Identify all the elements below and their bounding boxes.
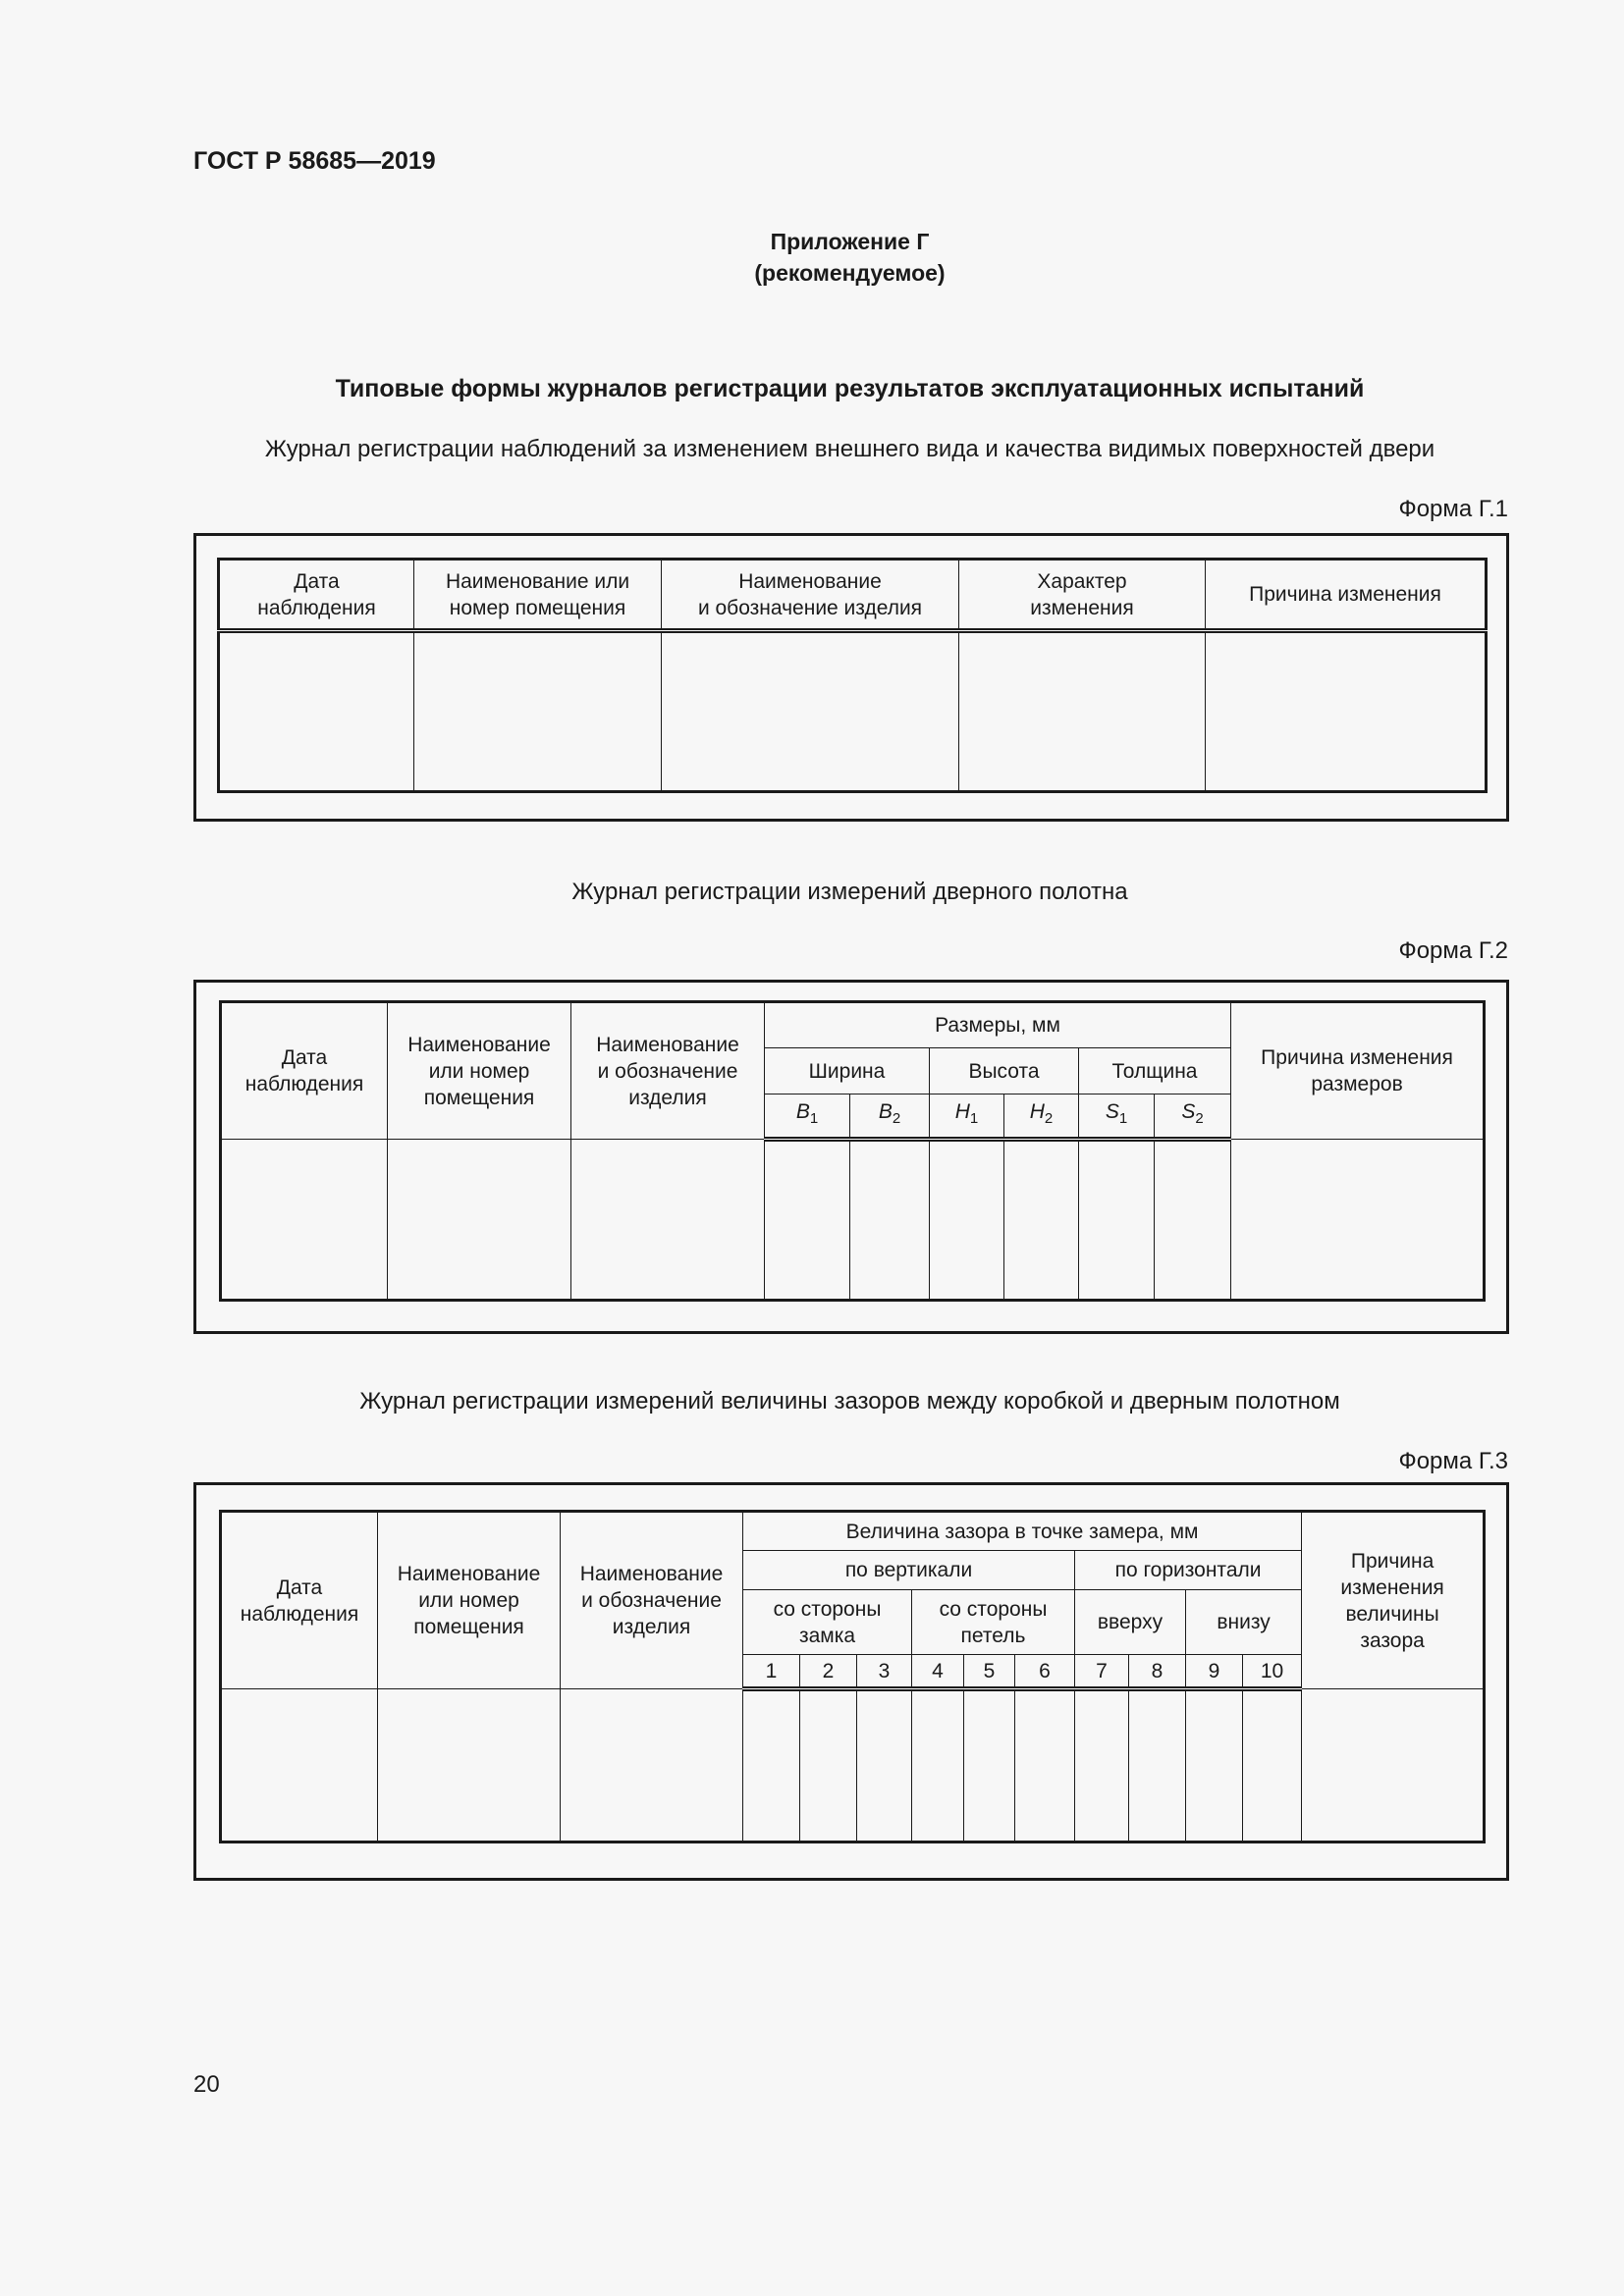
form3-label: Форма Г.3	[1398, 1448, 1508, 1474]
form2-caption: Журнал регистрации измерений дверного полотна	[571, 879, 1128, 905]
form3-point-number: 4	[912, 1655, 964, 1689]
form2-cell[interactable]	[221, 1140, 388, 1301]
form2-col-product: Наименование и обозначение изделия	[571, 1002, 765, 1140]
form3-point-number: 5	[964, 1655, 1015, 1689]
form1-cell[interactable]	[219, 631, 414, 792]
form1-col-product: Наименование и обозначение изделия	[662, 560, 959, 631]
form1-cell[interactable]	[959, 631, 1206, 792]
form2-cell[interactable]	[1155, 1140, 1231, 1301]
form3-col-top: вверху	[1075, 1590, 1186, 1655]
form1-cell[interactable]	[1206, 631, 1487, 792]
form3-cell[interactable]	[1015, 1689, 1075, 1842]
form3-table	[219, 1510, 1486, 1843]
form3-cell[interactable]	[912, 1689, 964, 1842]
form2-col-height: Высота	[930, 1048, 1079, 1095]
form3-point-number: 8	[1129, 1655, 1186, 1689]
appendix-type: (рекомендуемое)	[754, 260, 946, 286]
form3-col-lock-side: со стороны замка	[743, 1590, 912, 1655]
form1-label: Форма Г.1	[1398, 496, 1508, 522]
form3-cell[interactable]	[561, 1689, 743, 1842]
form3-cell[interactable]	[221, 1689, 378, 1842]
form2-col-reason: Причина изменения размеров	[1231, 1002, 1485, 1140]
form2-symbol-h1: $H_1$	[930, 1095, 1004, 1140]
form3-col-reason: Причина изменения величины зазора	[1302, 1512, 1485, 1689]
form3-cell[interactable]	[1243, 1689, 1302, 1842]
form3-entry-row	[221, 1689, 1485, 1842]
form1-entry-row	[219, 631, 1487, 792]
form3-col-gap: Величина зазора в точке замера, мм	[743, 1512, 1302, 1551]
form2-symbol-b1: $B_1$	[765, 1095, 850, 1140]
form2-cell[interactable]	[388, 1140, 571, 1301]
form3-cell[interactable]	[1186, 1689, 1243, 1842]
form3-col-vertical: по вертикали	[743, 1551, 1075, 1590]
form3-point-number: 3	[857, 1655, 912, 1689]
form3-cell[interactable]	[743, 1689, 800, 1842]
form3-point-number: 6	[1015, 1655, 1075, 1689]
form2-symbol-h2: $H_2$	[1004, 1095, 1079, 1140]
form3-col-room: Наименование или номер помещения	[378, 1512, 561, 1689]
form2-cell[interactable]	[765, 1140, 850, 1301]
form1-col-reason: Причина изменения	[1206, 560, 1487, 631]
form3-col-horizontal: по горизонтали	[1075, 1551, 1302, 1590]
form2-col-width: Ширина	[765, 1048, 930, 1095]
form3-header-row-1	[221, 1512, 1485, 1551]
form3-point-number: 2	[800, 1655, 857, 1689]
form1-col-date: Дата наблюдения	[219, 560, 414, 631]
form1-header-row	[219, 560, 1487, 631]
form1-col-room: Наименование или номер помещения	[414, 560, 662, 631]
document-code: ГОСТ Р 58685—2019	[193, 147, 436, 175]
form2-col-thickness: Толщина	[1079, 1048, 1231, 1095]
form1-table	[217, 558, 1488, 793]
form3-cell[interactable]	[800, 1689, 857, 1842]
form3-point-number: 7	[1075, 1655, 1129, 1689]
form3-cell[interactable]	[1302, 1689, 1485, 1842]
form3-caption: Журнал регистрации измерений величины зазоров между коробкой и дверным полотном	[359, 1388, 1340, 1415]
form2-header-row-1	[221, 1002, 1485, 1048]
form2-cell[interactable]	[1004, 1140, 1079, 1301]
form3-point-number: 1	[743, 1655, 800, 1689]
form3-col-hinge-side: со стороны петель	[912, 1590, 1075, 1655]
form3-cell[interactable]	[1129, 1689, 1186, 1842]
form2-col-room: Наименование или номер помещения	[388, 1002, 571, 1140]
form2-cell[interactable]	[1079, 1140, 1155, 1301]
form3-cell[interactable]	[964, 1689, 1015, 1842]
form3-cell[interactable]	[378, 1689, 561, 1842]
form2-cell[interactable]	[1231, 1140, 1485, 1301]
form2-symbol-s1: $S_1$	[1079, 1095, 1155, 1140]
form2-cell[interactable]	[571, 1140, 765, 1301]
form3-col-product: Наименование и обозначение изделия	[561, 1512, 743, 1689]
form1-col-change: Характер изменения	[959, 560, 1206, 631]
form2-entry-row	[221, 1140, 1485, 1301]
form2-symbol-s2: $S_2$	[1155, 1095, 1231, 1140]
appendix-title: Приложение Г	[770, 229, 930, 254]
form3-col-bottom: внизу	[1186, 1590, 1302, 1655]
appendix-heading	[0, 226, 1624, 289]
form2-table	[219, 1000, 1486, 1302]
form1-cell[interactable]	[414, 631, 662, 792]
form2-cell[interactable]	[930, 1140, 1004, 1301]
page-number: 20	[193, 2071, 220, 2098]
form1-cell[interactable]	[662, 631, 959, 792]
form2-col-sizes: Размеры, мм	[765, 1002, 1231, 1048]
form2-symbol-b2: $B_2$	[850, 1095, 930, 1140]
main-title: Типовые формы журналов регистрации результатов эксплуатационных испытаний	[335, 375, 1365, 402]
form3-point-number: 9	[1186, 1655, 1243, 1689]
form2-label: Форма Г.2	[1398, 937, 1508, 964]
form3-point-number: 10	[1243, 1655, 1302, 1689]
form2-cell[interactable]	[850, 1140, 930, 1301]
form1-caption: Журнал регистрации наблюдений за изменением внешнего вида и качества видимых поверхностей двери	[264, 436, 1435, 462]
form3-cell[interactable]	[857, 1689, 912, 1842]
form3-col-date: Дата наблюдения	[221, 1512, 378, 1689]
form2-col-date: Дата наблюдения	[221, 1002, 388, 1140]
form3-cell[interactable]	[1075, 1689, 1129, 1842]
